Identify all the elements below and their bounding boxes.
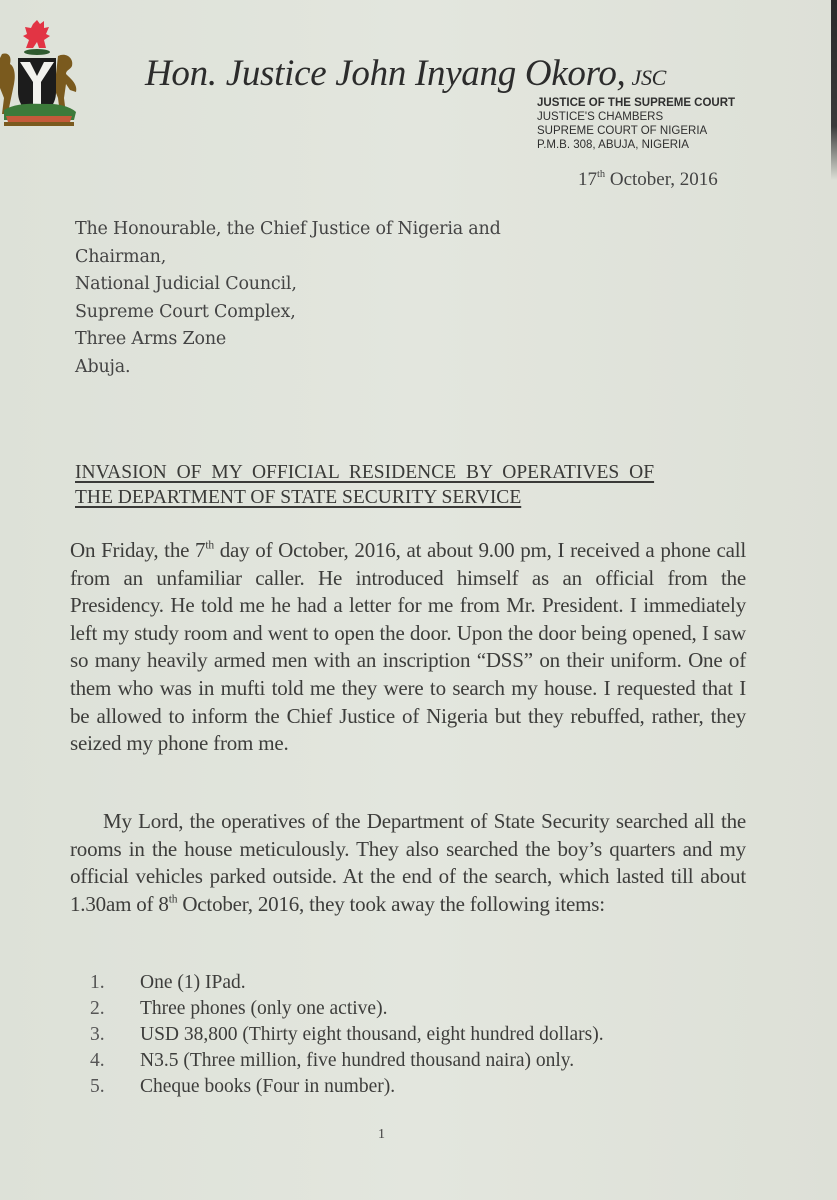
ordinal-suffix: th bbox=[168, 893, 178, 906]
paragraph-text: My Lord, the operatives of the Department of State Security searched all the rooms in the house meticulously. They also searched the boy’s quarters and my official vehicles parked outside. At the end of the search, which lasted till about 1.30am of 8 bbox=[70, 809, 746, 916]
recipient-line: The Honourable, the Chief Justice of Nigeria and bbox=[75, 219, 501, 239]
date-suffix: th bbox=[597, 169, 606, 181]
address-line: JUSTICE OF THE SUPREME COURT bbox=[537, 97, 736, 109]
list-item bbox=[90, 1022, 604, 1048]
body-paragraph-2 bbox=[70, 808, 746, 918]
nigeria-coat-of-arms-icon bbox=[0, 18, 78, 130]
recipient-address bbox=[75, 216, 501, 381]
subject-heading bbox=[75, 460, 654, 510]
address-line: P.M.B. 308, ABUJA, NIGERIA bbox=[537, 139, 689, 151]
ordinal-suffix: th bbox=[205, 539, 214, 552]
list-item bbox=[90, 1074, 604, 1100]
item-number: 3. bbox=[90, 1024, 105, 1045]
date-day: 17 bbox=[578, 169, 597, 190]
eagle-shape bbox=[23, 20, 50, 48]
item-number: 5. bbox=[90, 1076, 105, 1097]
address-line: SUPREME COURT OF NIGERIA bbox=[537, 125, 708, 137]
recipient-line: Abuja. bbox=[75, 356, 131, 377]
item-text: Three phones (only one active). bbox=[140, 998, 388, 1019]
item-text: N3.5 (Three million, five hundred thousand naira) only. bbox=[140, 1050, 575, 1071]
item-text: Cheque books (Four in number). bbox=[140, 1076, 396, 1097]
subject-line: INVASION OF MY OFFICIAL RESIDENCE BY OPERATIVES OF bbox=[75, 462, 655, 483]
list-item bbox=[90, 970, 604, 996]
address-line: JUSTICE'S CHAMBERS bbox=[537, 111, 664, 123]
letterhead-address bbox=[537, 96, 735, 152]
date-rest: October, 2016 bbox=[605, 169, 718, 190]
subject-line: THE DEPARTMENT OF STATE SECURITY SERVICE bbox=[75, 487, 522, 508]
letter-date bbox=[578, 169, 718, 191]
item-text: USD 38,800 (Thirty eight thousand, eight hundred dollars). bbox=[140, 1024, 604, 1045]
letterhead-name bbox=[145, 52, 666, 95]
page-number: 1 bbox=[378, 1127, 385, 1142]
item-number: 1. bbox=[90, 972, 105, 993]
paragraph-text: October, 2016, they took away the following items: bbox=[177, 891, 605, 916]
item-number: 2. bbox=[90, 998, 105, 1019]
letterhead-suffix: JSC bbox=[631, 65, 667, 90]
seized-items-list bbox=[90, 970, 604, 1100]
recipient-line: Supreme Court Complex, bbox=[75, 301, 296, 322]
recipient-line: Chairman, bbox=[75, 246, 167, 267]
paragraph-text: On Friday, the 7 bbox=[70, 538, 206, 562]
list-item bbox=[90, 1048, 604, 1074]
item-text: One (1) IPad. bbox=[140, 972, 246, 993]
letterhead-name-text: Hon. Justice John Inyang Okoro, bbox=[145, 53, 626, 94]
recipient-line: National Judicial Council, bbox=[75, 274, 297, 294]
page-edge-shadow bbox=[831, 0, 837, 180]
item-number: 4. bbox=[90, 1050, 105, 1071]
left-horse-shape bbox=[0, 53, 15, 114]
paragraph-text: day of October, 2016, at about 9.00 pm, I received a phone call from an unfamiliar caller. He introduced himself as an official from the Presidency. He told me he had a letter for me from Mr. President. I immediately left my study room and went to open the door. Upon the door being opened, I saw so many heavily armed men with an inscription “DSS” on their uniform. One of them who was in mufti told me they were to search my house. I requested that I be allowed to inform the Chief Justice of Nigeria but they rebuffed, rather, they seized my phone from me. bbox=[70, 538, 746, 756]
recipient-line: Three Arms Zone bbox=[75, 329, 227, 349]
body-paragraph-1 bbox=[70, 537, 746, 758]
list-item bbox=[90, 996, 604, 1022]
